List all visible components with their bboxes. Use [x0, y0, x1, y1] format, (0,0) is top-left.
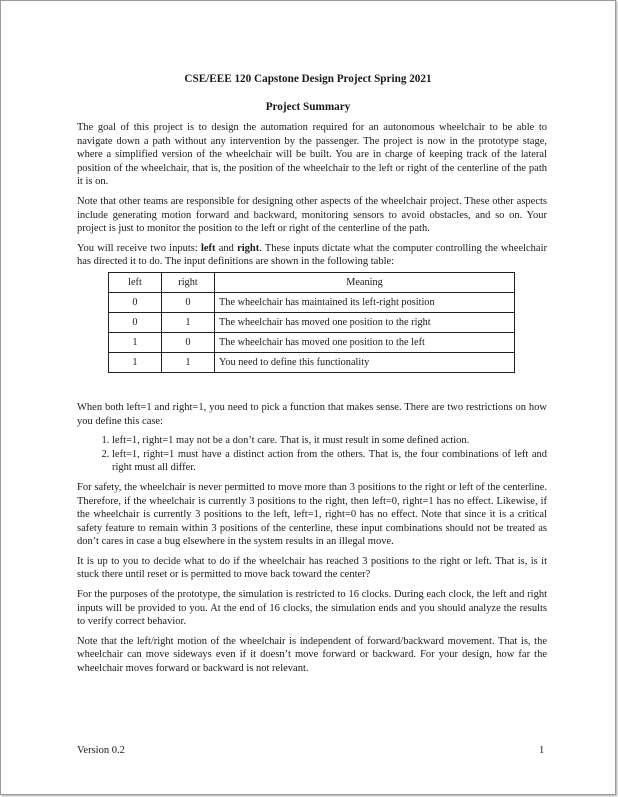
- paragraph-other-teams: Note that other teams are responsible for designing other aspects of the wheelchair project. These other aspects include generating motion forward and backward, monitoring sensors to avoid obstacles, and so on. Your project is just to monitor the position to the left or right of the centerline of the path.: [77, 195, 547, 235]
- inputs-text-and: and: [215, 242, 238, 254]
- restrictions-list: [77, 434, 547, 475]
- document-title: CSE/EEE 120 Capstone Design Project Spring 2021: [184, 73, 432, 85]
- table-header-row: [109, 272, 515, 292]
- table-row: [109, 332, 515, 352]
- table-header-right: right: [162, 272, 215, 292]
- inputs-text-start: You will receive two inputs:: [77, 242, 201, 254]
- table-header-left: left: [109, 272, 162, 292]
- list-item: 1. left=1, right=1 may not be a don’t care. That is, it must result in some defined action.: [112, 434, 547, 448]
- table-cell-meaning: The wheelchair has maintained its left-right position: [215, 292, 515, 312]
- inputs-left-term: left: [200, 242, 216, 254]
- table-cell-left: 0: [109, 312, 162, 332]
- table-cell-right: 1: [162, 312, 215, 332]
- table-cell-right: 0: [162, 332, 215, 352]
- input-definitions-table: [108, 272, 515, 373]
- paragraph-goal: The goal of this project is to design the automation required for an autonomous wheelchair to be able to navigate down a path without any intervention by the passenger. The project is now in the prototype stage, where a simplified version of the wheelchair will be built. You are in charge of keeping track of the lateral position of the wheelchair, that is, the position of the wheelchair to the left or right of the centerline of the path it is on.: [77, 122, 547, 188]
- table-row: [109, 292, 515, 312]
- paragraph-independence: Note that the left/right motion of the wheelchair is independent of forward/backward movement. That is, the wheelchair can move sideways even if it doesn’t move forward or backward. For your design, how far the wheelchair moves forward or backward is not relevant.: [77, 635, 547, 675]
- footer-page-number: 1: [539, 745, 545, 756]
- table-cell-right: 0: [162, 292, 215, 312]
- paragraph-both-inputs: When both left=1 and right=1, you need to pick a function that makes sense. There are two restrictions on how you define this case:: [77, 401, 547, 427]
- table-row: [109, 352, 515, 372]
- list-item: 2. left=1, right=1 must have a distinct action from the others. That is, the four combinations of left and right must all differ.: [112, 448, 547, 475]
- table-cell-meaning: The wheelchair has moved one position to the right: [215, 312, 515, 332]
- table-cell-meaning: You need to define this functionality: [215, 352, 515, 372]
- paragraph-inputs: [77, 242, 547, 269]
- table-cell-left: 0: [109, 292, 162, 312]
- table-cell-left: 1: [109, 352, 162, 372]
- paragraph-limit-behavior: It is up to you to decide what to do if the wheelchair has reached 3 positions to the right or left. That is, is it stuck there until reset or is permitted to move back toward the center?: [77, 555, 547, 581]
- inputs-right-term: right: [237, 242, 260, 254]
- table-cell-right: 1: [162, 352, 215, 372]
- table-cell-meaning: The wheelchair has moved one position to the left: [215, 332, 515, 352]
- table-header-meaning: Meaning: [215, 272, 515, 292]
- paragraph-safety: For safety, the wheelchair is never permitted to move more than 3 positions to the right or left of the centerline. Therefore, if the wheelchair is currently 3 positions to the right, then left=0, right=1 has no effect. Likewise, if the wheelchair is currently 3 positions to the left, left=1, right=0 has no effect. Note that since it is a critical safety feature to remain within 3 positions of the centerline, these input combinations should not be treated as don’t cares in case a bug elsewhere in the system results in an illegal move.: [77, 481, 547, 548]
- section-heading: Project Summary: [265, 101, 351, 113]
- document-body: [77, 121, 547, 682]
- paragraph-simulation: For the purposes of the prototype, the simulation is restricted to 16 clocks. During each clock, the left and right inputs will be provided to you. At the end of 16 clocks, the simulation ends and you should analyze the results to verify correct behavior.: [77, 589, 547, 628]
- table-row: [109, 312, 515, 332]
- footer-version: Version 0.2: [77, 745, 125, 756]
- inputs-text-end: . These inputs dictate what the computer controlling the wheelchair has directed it to do. The input definitions are shown in the following table:: [77, 242, 547, 268]
- table-cell-left: 1: [109, 332, 162, 352]
